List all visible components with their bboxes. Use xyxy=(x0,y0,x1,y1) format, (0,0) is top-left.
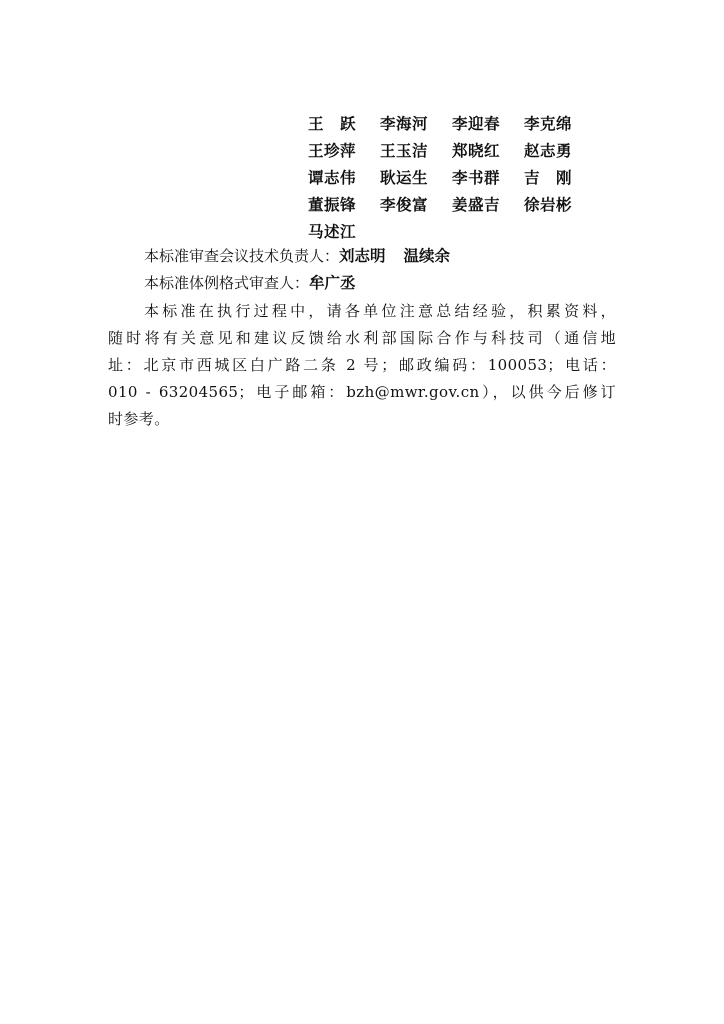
paragraph-line: 随时将有关意见和建议反馈给水利部国际合作与科技司（通信地 xyxy=(108,329,616,347)
drafters-row xyxy=(308,111,608,138)
drafter-name: 李海河 xyxy=(380,115,429,133)
drafter-name: 李克绵 xyxy=(524,115,573,133)
paragraph-line: 时参考。 xyxy=(108,410,170,428)
paragraph-line: 本标准在执行过程中，请各单位注意总结经验，积累资料， xyxy=(144,302,616,320)
drafter-name: 吉 刚 xyxy=(524,169,573,187)
drafter-name: 耿运生 xyxy=(380,169,429,187)
drafter-name: 李书群 xyxy=(452,169,501,187)
drafters-row xyxy=(308,138,608,165)
format-reviewer-name: 牟广丞 xyxy=(309,274,356,292)
format-reviewer-label: 本标准体例格式审查人： xyxy=(144,274,310,292)
drafter-name: 郑晓红 xyxy=(452,142,501,160)
paragraph-line: 010 - 63204565；电子邮箱：bzh@mwr.gov.cn），以供今后修订 xyxy=(108,383,616,401)
technical-reviewer-name: 刘志明 xyxy=(339,247,386,265)
format-reviewer-line xyxy=(108,270,618,297)
reviewers-block xyxy=(108,243,618,297)
feedback-paragraph xyxy=(108,298,616,433)
drafter-name: 王玉洁 xyxy=(380,142,429,160)
technical-reviewer-name: 温续余 xyxy=(403,247,451,265)
drafter-name: 董振锋 xyxy=(308,196,357,214)
drafters-list xyxy=(308,111,608,246)
drafter-name: 李迎春 xyxy=(452,115,501,133)
technical-reviewer-label: 本标准审查会议技术负责人： xyxy=(144,247,340,265)
drafters-row xyxy=(308,192,608,219)
drafter-name: 李俊富 xyxy=(380,196,429,214)
drafter-name: 徐岩彬 xyxy=(524,196,573,214)
drafters-row xyxy=(308,165,608,192)
drafter-name: 谭志伟 xyxy=(308,169,357,187)
drafter-name: 马述江 xyxy=(308,223,357,241)
paragraph-line: 址：北京市西城区白广路二条 2 号；邮政编码：100053；电话： xyxy=(108,356,616,374)
technical-reviewer-line xyxy=(108,243,618,270)
drafter-name: 姜盛吉 xyxy=(452,196,501,214)
drafters-row xyxy=(308,219,608,246)
drafter-name: 王珍萍 xyxy=(308,142,357,160)
drafter-name: 赵志勇 xyxy=(524,142,573,160)
drafter-name: 王 跃 xyxy=(308,115,357,133)
